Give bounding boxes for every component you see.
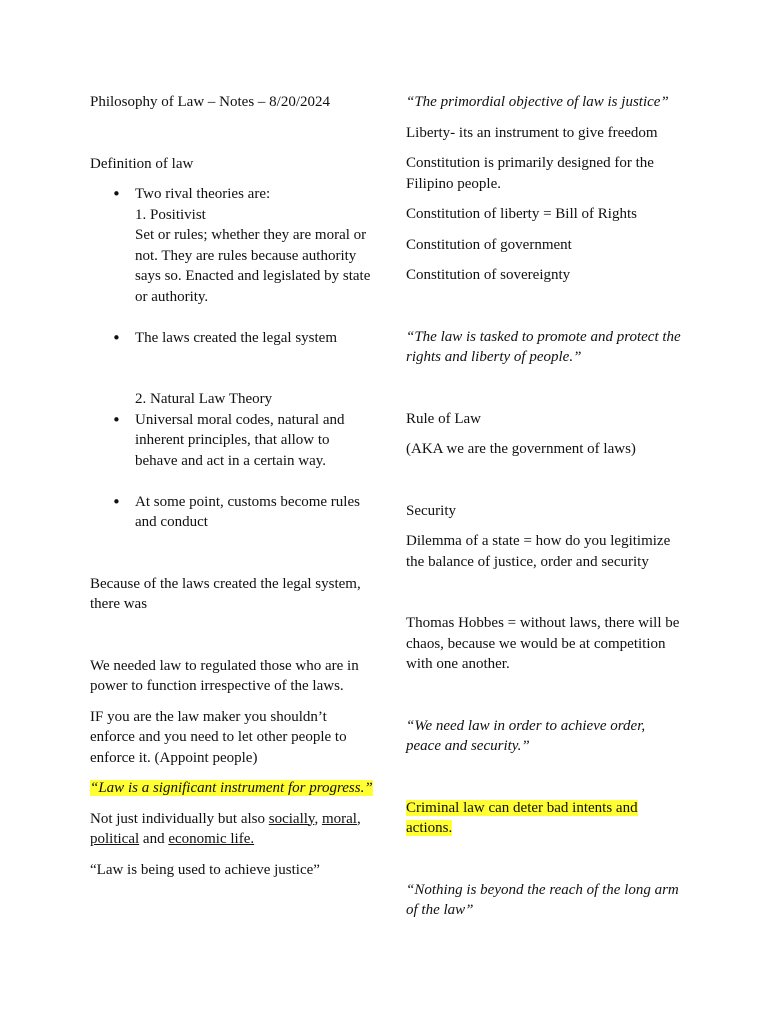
list-item <box>90 328 375 349</box>
dilemma-line: Dilemma of a state = how do you legitimize the balance of justice, order and security <box>406 533 671 570</box>
constitution-designed: Constitution is primarily designed for the Filipino people. <box>406 155 654 192</box>
paragraph-not-just <box>90 809 375 850</box>
customs-list <box>90 492 375 533</box>
underlined-socially: socially <box>268 810 315 827</box>
hobbes-line: Thomas Hobbes = without laws, there will be chaos, because we would be at competition with one another. <box>406 615 680 672</box>
constitution-government: Constitution of government <box>406 236 572 253</box>
bullet-text: The laws created the legal system <box>135 329 338 346</box>
bullet-text: Two rival theories are: <box>135 186 271 202</box>
list-item <box>90 184 375 307</box>
underlined-political: political <box>90 831 140 847</box>
constitution-liberty: Constitution of liberty = Bill of Rights <box>406 206 637 222</box>
bullet-icon: • <box>112 185 121 203</box>
bullet-icon: • <box>112 492 121 511</box>
quote-order: “We need law in order to achieve order, peace and security.” <box>406 717 646 754</box>
highlighted-text: “Law is a significant instrument for progress.” <box>90 780 373 796</box>
paragraph-needed: We needed law to regulated those who are in power to function irrespective of the laws. <box>90 657 359 694</box>
theories-list <box>90 184 375 307</box>
bullet-icon: • <box>112 328 121 347</box>
rule-of-law-heading: Rule of Law <box>406 410 481 427</box>
notes-title: Philosophy of Law – Notes – 8/20/2024 <box>90 94 330 110</box>
list-item <box>90 492 375 533</box>
list-item <box>90 410 375 472</box>
text-span: Not just individually but also <box>90 810 269 827</box>
text-span: , <box>314 810 322 827</box>
paragraph-because: Because of the laws created the legal system, there was <box>90 575 361 612</box>
paragraph-lawmaker: IF you are the law maker you shouldn’t enforce and you need to let other people to enforce it. (Appoint people) <box>90 708 347 766</box>
definition-heading: Definition of law <box>90 155 194 172</box>
bullet-text: 1. Positivist <box>135 206 206 223</box>
quote-progress <box>90 778 375 799</box>
quote-primordial: “The primordial objective of law is justice” <box>406 94 669 110</box>
bullet-icon: • <box>112 410 121 429</box>
text-span: and <box>139 831 169 847</box>
highlighted-text: Criminal law can deter bad intents and actions. <box>406 799 638 836</box>
criminal-law-line <box>406 798 681 839</box>
bullet-text: Universal moral codes, natural and inherent principles, that allow to behave and act in a certain way. <box>135 411 345 469</box>
quote-reach: “Nothing is beyond the reach of the long arm of the law” <box>406 881 679 918</box>
natural-law-list <box>90 410 375 472</box>
text-span: , <box>356 810 361 827</box>
bullet-text: Set or rules; whether they are moral or not. They are rules because authority says so. Enacted and legislated by state or authority. <box>135 227 371 305</box>
right-column <box>406 92 681 921</box>
natural-law-heading: 2. Natural Law Theory <box>135 391 273 407</box>
bullet-text: At some point, customs become rules and conduct <box>135 493 360 530</box>
quote-justice: “Law is being used to achieve justice” <box>90 861 320 878</box>
security-heading: Security <box>406 502 456 519</box>
quote-tasked: “The law is tasked to promote and protect the rights and liberty of people.” <box>406 328 681 365</box>
legal-system-list <box>90 328 375 349</box>
underlined-economic: economic life. <box>168 831 255 847</box>
liberty-line: Liberty- its an instrument to give freedom <box>406 124 658 141</box>
aka-line: (AKA we are the government of laws) <box>406 441 636 457</box>
left-column <box>90 92 375 880</box>
underlined-moral: moral <box>321 810 357 827</box>
constitution-sovereignty: Constitution of sovereignty <box>406 267 571 283</box>
